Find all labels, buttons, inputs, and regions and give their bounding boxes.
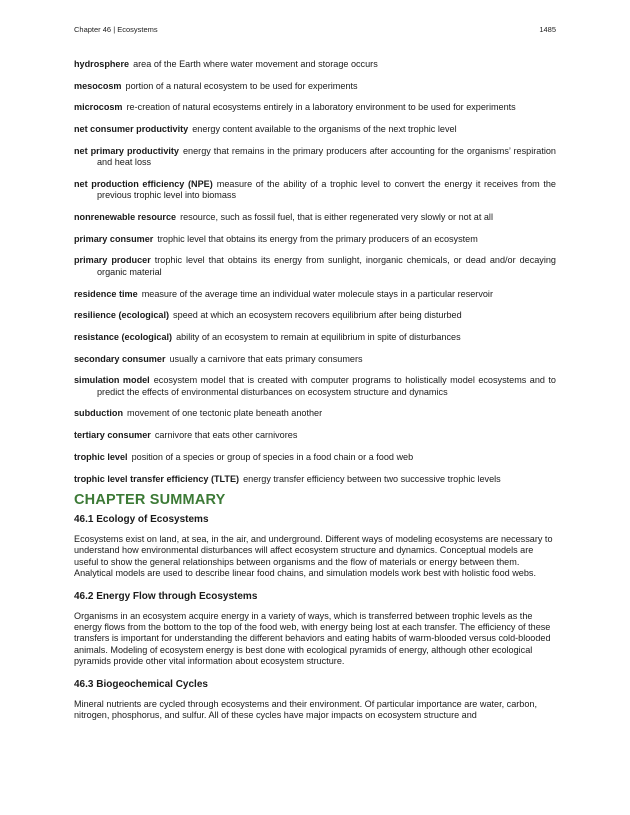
glossary-definition: measure of the ability of a trophic level to convert the energy it receives from the previous trophic level into biomass	[97, 178, 556, 201]
glossary-entry	[74, 179, 556, 202]
glossary-term: resistance (ecological)	[74, 331, 173, 342]
glossary-term: net production efficiency (NPE)	[74, 178, 213, 189]
glossary-definition: re-creation of natural ecosystems entirely in a laboratory environment to be used for experiments	[126, 102, 516, 113]
glossary-term: residence time	[74, 288, 138, 299]
glossary-definition: movement of one tectonic plate beneath another	[127, 408, 323, 419]
glossary-entry	[74, 81, 556, 92]
glossary-definition: energy transfer efficiency between two successive trophic levels	[243, 473, 501, 484]
glossary-definition: ecosystem model that is created with computer programs to holistically model ecosystems and to predict the effects of environmental disturbances on ecosystem structure and dynamics	[97, 375, 556, 397]
section-heading: 46.3 Biogeochemical Cycles	[74, 678, 208, 690]
glossary-entry	[74, 124, 556, 135]
glossary-term: mesocosm	[74, 80, 122, 91]
glossary-list	[74, 59, 556, 495]
glossary-term: tertiary consumer	[74, 430, 151, 441]
glossary-definition: resource, such as fossil fuel, that is either regenerated very slowly or not at all	[180, 212, 493, 223]
glossary-entry	[74, 474, 556, 485]
glossary-entry	[74, 289, 556, 300]
glossary-definition: usually a carnivore that eats primary consumers	[169, 353, 363, 364]
glossary-entry	[74, 212, 556, 223]
glossary-term: nonrenewable resource	[74, 212, 177, 223]
glossary-definition: area of the Earth where water movement and storage occurs	[133, 59, 378, 69]
glossary-definition: position of a species or group of species in a food chain or a food web	[131, 451, 414, 462]
section-paragraph: Organisms in an ecosystem acquire energy in a variety of ways, which is transferred between trophic levels as the energy flows from the bottom to the top of the food web, with energy being lost at each transfer. The efficiency of these transfers is important for understanding the different behaviors and eating habits of warm-blooded versus cold-blooded animals. Modeling of ecosystem energy is best done with ecological pyramids of energy, although other ecological pyramids provide other vital information about ecosystem structure.	[74, 610, 551, 667]
glossary-entry	[74, 375, 556, 398]
glossary-definition: energy content available to the organisms of the next trophic level	[192, 124, 457, 135]
section-paragraph: Mineral nutrients are cycled through ecosystems and their environment. Of particular importance are water, carbon, nitrogen, phosphorus, and sulfur. All of these cycles have major impacts on ecosystem structure and	[74, 698, 537, 721]
section-heading: 46.1 Ecology of Ecosystems	[74, 514, 209, 525]
glossary-term: net consumer productivity	[74, 124, 189, 135]
glossary-definition: trophic level that obtains its energy from sunlight, inorganic chemicals, or dead and/or decaying organic material	[97, 255, 556, 277]
glossary-entry	[74, 452, 556, 463]
glossary-term: net primary productivity	[74, 145, 179, 156]
glossary-definition: carnivore that eats other carnivores	[154, 430, 298, 441]
page-number: 1485	[539, 25, 556, 34]
glossary-term: trophic level transfer efficiency (TLTE)	[74, 473, 240, 484]
glossary-entry	[74, 234, 556, 245]
section-paragraph: Ecosystems exist on land, at sea, in the air, and underground. Different ways of modeling ecosystems are necessary to understand how environmental disturbances will affect ecosystem structure and dynamics. Conceptual models are useful to show the general relationships between organisms and the flow of materials or energy between them. Analytical models are used to describe linear food chains, and simulation models work best with holistic food webs.	[74, 534, 553, 579]
chapter-summary	[74, 492, 556, 732]
glossary-definition: speed at which an ecosystem recovers equilibrium after being disturbed	[173, 310, 462, 321]
running-header	[74, 25, 556, 34]
glossary-term: simulation model	[74, 375, 150, 386]
glossary-definition: ability of an ecosystem to remain at equilibrium in spite of disturbances	[176, 331, 461, 342]
section-heading: 46.2 Energy Flow through Ecosystems	[74, 590, 258, 602]
glossary-definition: measure of the average time an individual water molecule stays in a particular reservoir	[141, 288, 493, 299]
glossary-term: hydrosphere	[74, 59, 130, 69]
glossary-term: secondary consumer	[74, 353, 166, 364]
glossary-term: trophic level	[74, 451, 128, 462]
glossary-term: primary producer	[74, 255, 151, 266]
chapter-summary-title: CHAPTER SUMMARY	[74, 492, 226, 508]
glossary-entry	[74, 354, 556, 365]
chapter-label: Chapter 46 | Ecosystems	[74, 25, 158, 34]
glossary-entry	[74, 255, 556, 278]
glossary-definition: portion of a natural ecosystem to be used for experiments	[125, 80, 358, 91]
glossary-term: subduction	[74, 408, 123, 419]
glossary-term: resilience (ecological)	[74, 310, 170, 321]
glossary-entry	[74, 59, 556, 70]
glossary-term: primary consumer	[74, 233, 154, 244]
glossary-entry	[74, 332, 556, 343]
glossary-entry	[74, 310, 556, 321]
glossary-definition: energy that remains in the primary producers after accounting for the organisms’ respiration and heat loss	[97, 145, 556, 168]
glossary-entry	[74, 146, 556, 169]
glossary-term: microcosm	[74, 102, 123, 113]
glossary-entry	[74, 408, 556, 419]
glossary-definition: trophic level that obtains its energy from the primary producers of an ecosystem	[157, 233, 478, 244]
glossary-entry	[74, 430, 556, 441]
glossary-entry	[74, 102, 556, 113]
